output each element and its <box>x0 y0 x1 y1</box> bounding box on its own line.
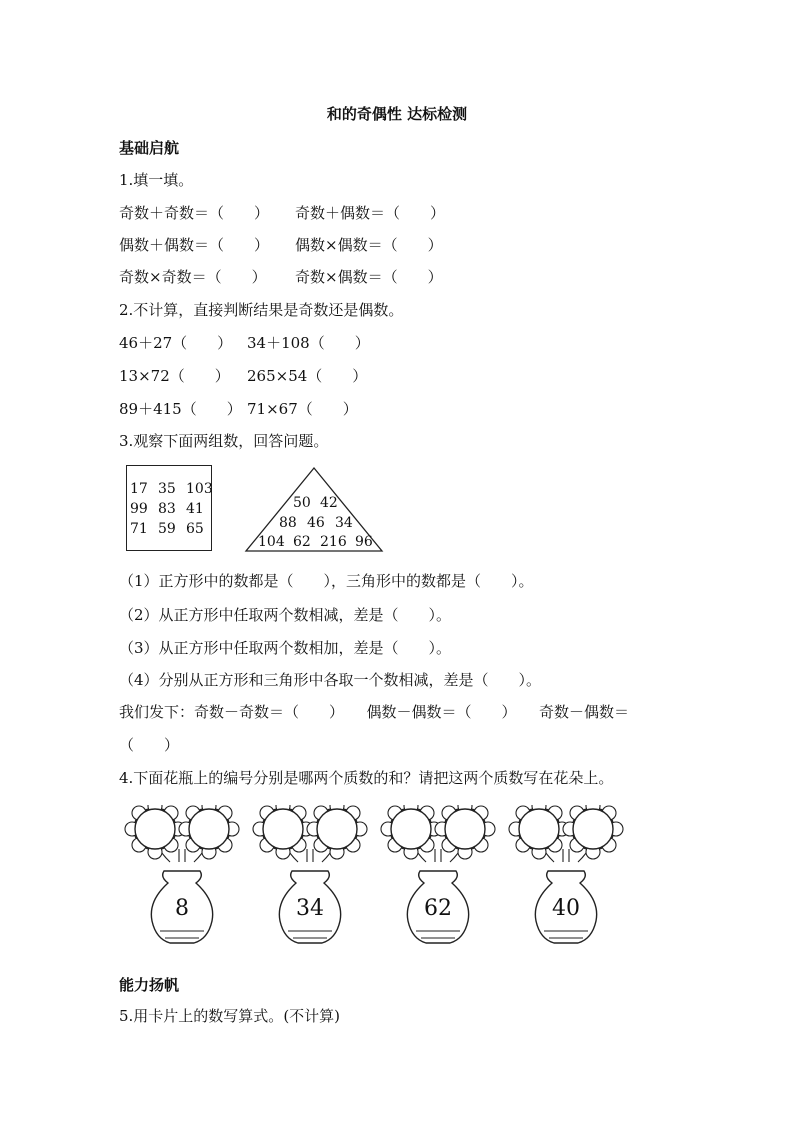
square-number: 17 <box>130 481 148 497</box>
vase-number-4: 40 <box>552 896 580 921</box>
vase-number-2: 34 <box>296 896 324 921</box>
square-number: 65 <box>186 521 204 537</box>
square-number: 103 <box>186 481 213 497</box>
q2-row1-right: 34＋108（ ） <box>247 334 370 352</box>
triangle-number: 62 <box>293 534 311 550</box>
square-number: 71 <box>130 521 148 537</box>
triangle-number: 104 <box>258 534 285 550</box>
q3-item-3: （3）从正方形中任取两个数相加，差是（ ）。 <box>119 639 452 657</box>
vase-flowers-figure <box>120 805 650 955</box>
vase-4 <box>509 805 623 943</box>
q3-discovery: 我们发下：奇数－奇数＝（ ） 偶数－偶数＝（ ） 奇数－偶数＝ <box>119 703 630 721</box>
triangle-number: 46 <box>307 515 325 531</box>
q2-row3-left: 89＋415（ ） <box>119 400 242 418</box>
q2-row3-right: 71×67（ ） <box>247 400 358 418</box>
square-number: 35 <box>158 481 176 497</box>
triangle-number: 88 <box>279 515 297 531</box>
q3-item-1: （1）正方形中的数都是（ ），三角形中的数都是（ ）。 <box>119 572 534 590</box>
q2-row1-left: 46＋27（ ） <box>119 334 233 352</box>
q1-row3-left: 奇数×奇数＝（ ） <box>119 268 267 286</box>
triangle-number: 50 <box>293 495 311 511</box>
q3-item-2: （2）从正方形中任取两个数相减，差是（ ）。 <box>119 606 452 624</box>
question-5-prompt: 5.用卡片上的数写算式。(不计算) <box>119 1007 341 1025</box>
q1-row3-right: 奇数×偶数＝（ ） <box>295 268 443 286</box>
question-1-prompt: 1.填一填。 <box>119 171 194 189</box>
square-number: 41 <box>186 501 204 517</box>
q2-row2-right: 265×54（ ） <box>247 367 368 385</box>
square-number: 99 <box>130 501 148 517</box>
vase-number-1: 8 <box>175 896 189 921</box>
vase-2 <box>253 805 367 943</box>
q3-item-4: （4）分别从正方形和三角形中各取一个数相减，差是（ ）。 <box>119 671 542 689</box>
section-heading-ability: 能力扬帆 <box>119 976 180 994</box>
q1-row1-left: 奇数＋奇数＝（ ） <box>119 204 270 222</box>
q1-row1-right: 奇数＋偶数＝（ ） <box>295 204 446 222</box>
square-number: 83 <box>158 501 176 517</box>
q1-row2-left: 偶数＋偶数＝（ ） <box>119 236 270 254</box>
square-number: 59 <box>158 521 176 537</box>
vase-1 <box>125 805 239 943</box>
triangle-number: 34 <box>335 515 353 531</box>
triangle-number: 96 <box>355 534 373 550</box>
triangle-number: 216 <box>320 534 347 550</box>
q2-row2-left: 13×72（ ） <box>119 367 230 385</box>
section-heading-basic: 基础启航 <box>119 139 180 157</box>
q3-discovery-tail: （ ） <box>119 736 180 754</box>
vase-3 <box>381 805 495 943</box>
vase-number-3: 62 <box>424 896 452 921</box>
triangle-number: 42 <box>320 495 338 511</box>
question-2-prompt: 2.不计算，直接判断结果是奇数还是偶数。 <box>119 301 404 319</box>
question-4-prompt: 4.下面花瓶上的编号分别是哪两个质数的和？请把这两个质数写在花朵上。 <box>119 769 614 787</box>
page-title: 和的奇偶性 达标检测 <box>326 105 468 123</box>
question-3-prompt: 3.观察下面两组数，回答问题。 <box>119 432 329 450</box>
q1-row2-right: 偶数×偶数＝（ ） <box>295 236 443 254</box>
